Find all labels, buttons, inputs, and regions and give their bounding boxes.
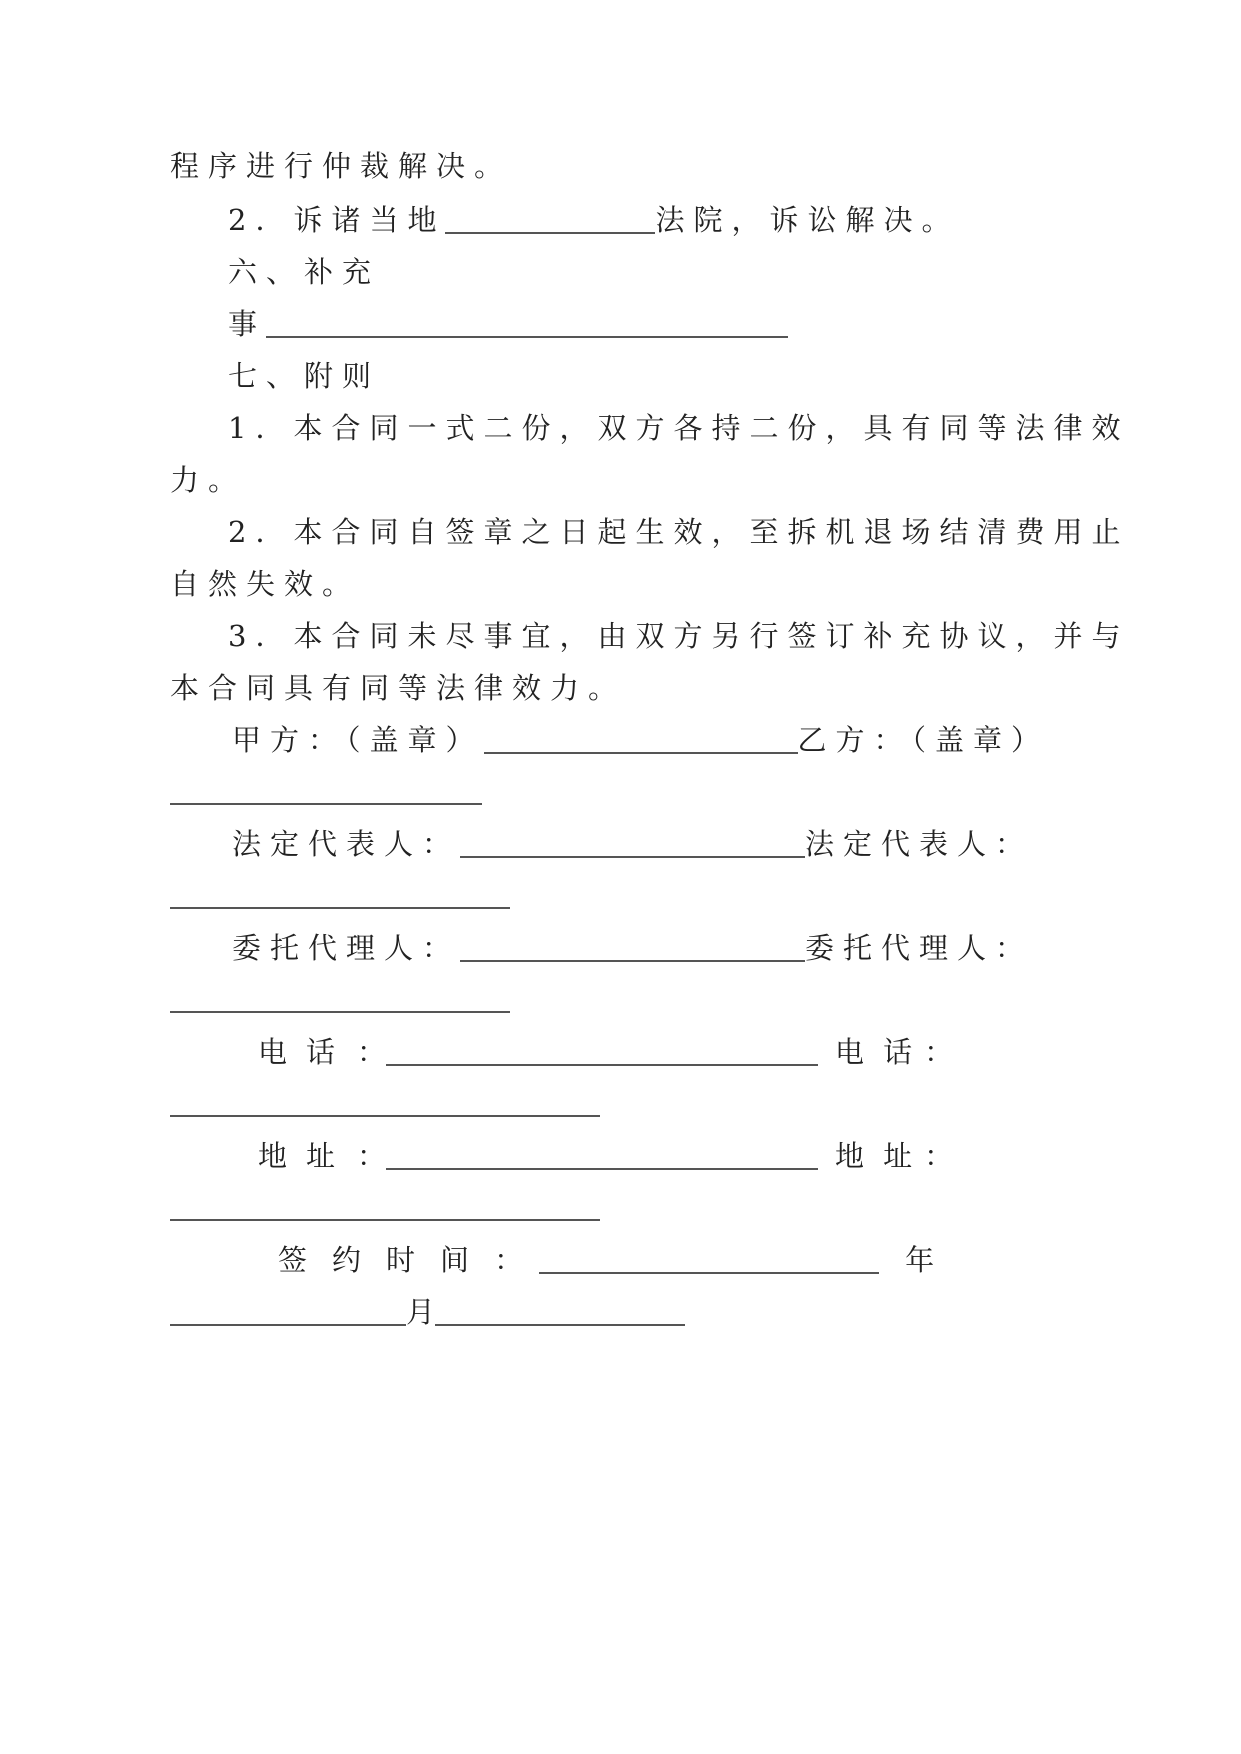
paragraph-line: 1．本合同一式二份，双方各持二份，具有同等法律效 <box>228 411 1130 445</box>
year-continuation-blank <box>170 1324 406 1326</box>
legal-rep-row <box>232 822 1033 866</box>
year-label: 年 <box>905 1243 935 1277</box>
fill-blank <box>445 232 655 234</box>
paragraph-line: 自然失效。 <box>170 567 361 601</box>
phone-colon: ： <box>924 1035 954 1069</box>
party-stamp-row <box>232 718 1049 762</box>
date-label-char: 约 <box>332 1243 362 1277</box>
month-blank <box>435 1324 685 1326</box>
agent-blank-b <box>170 1011 510 1013</box>
address-label-char: 地 <box>835 1139 865 1173</box>
party-b-stamp-blank <box>170 803 482 805</box>
party-a-stamp-label: 甲方：（盖章） <box>232 723 484 757</box>
date-label-char: 签 <box>278 1243 308 1277</box>
agent-row <box>232 926 1033 970</box>
address-label-char: 址 <box>883 1139 913 1173</box>
address-row <box>258 1134 953 1178</box>
phone-label-char: 话 <box>883 1035 913 1069</box>
phone-label-char: 电 <box>835 1035 865 1069</box>
date-label-char: 间 <box>440 1243 470 1277</box>
paragraph-line <box>228 302 788 346</box>
date-colon: ： <box>494 1243 524 1277</box>
phone-blank-b <box>170 1115 600 1117</box>
paragraph-line: 3．本合同未尽事宜，由双方另行签订补充协议，并与 <box>228 619 1130 653</box>
agent-blank-a <box>460 960 805 962</box>
paragraph-line: 本合同具有同等法律效力。 <box>170 671 627 705</box>
line-text: 事 <box>228 307 267 341</box>
signing-date-row <box>278 1238 934 1282</box>
paragraph-line: 程序进行仲裁解决。 <box>170 149 513 183</box>
fill-blank <box>266 336 788 338</box>
paragraph-line: 2．本合同自签章之日起生效，至拆机退场结清费用止 <box>228 515 1130 549</box>
line-text: 法院，诉讼解决。 <box>655 203 960 237</box>
agent-label-a: 委托代理人： <box>232 931 461 965</box>
legal-rep-label-b: 法定代表人： <box>805 827 1034 861</box>
party-a-stamp-blank <box>484 752 798 754</box>
line-text: 2．诉诸当地 <box>228 203 446 237</box>
party-b-stamp-label: 乙方：（盖章） <box>797 723 1050 757</box>
address-colon: ： <box>924 1139 954 1173</box>
address-blank-b <box>170 1219 600 1221</box>
year-blank <box>539 1272 879 1274</box>
address-label-char: 地 <box>258 1139 288 1173</box>
address-label-char: 址 <box>306 1139 336 1173</box>
legal-rep-label-a: 法定代表人： <box>232 827 461 861</box>
paragraph-line: 力。 <box>170 463 247 497</box>
date-label-char: 时 <box>386 1243 416 1277</box>
section-heading: 六、补充 <box>228 255 381 289</box>
legal-rep-blank-b <box>170 907 510 909</box>
legal-rep-blank-a <box>460 856 805 858</box>
agent-label-b: 委托代理人： <box>805 931 1034 965</box>
address-blank-a <box>386 1168 818 1170</box>
phone-colon: ： <box>357 1035 387 1069</box>
section-heading: 七、附则 <box>228 359 381 393</box>
month-row <box>170 1290 685 1334</box>
phone-blank-a <box>386 1064 818 1066</box>
phone-label-char: 电 <box>258 1035 288 1069</box>
phone-label-char: 话 <box>306 1035 336 1069</box>
paragraph-line <box>228 198 959 242</box>
phone-row <box>258 1030 953 1074</box>
address-colon: ： <box>357 1139 387 1173</box>
month-label: 月 <box>406 1295 436 1329</box>
